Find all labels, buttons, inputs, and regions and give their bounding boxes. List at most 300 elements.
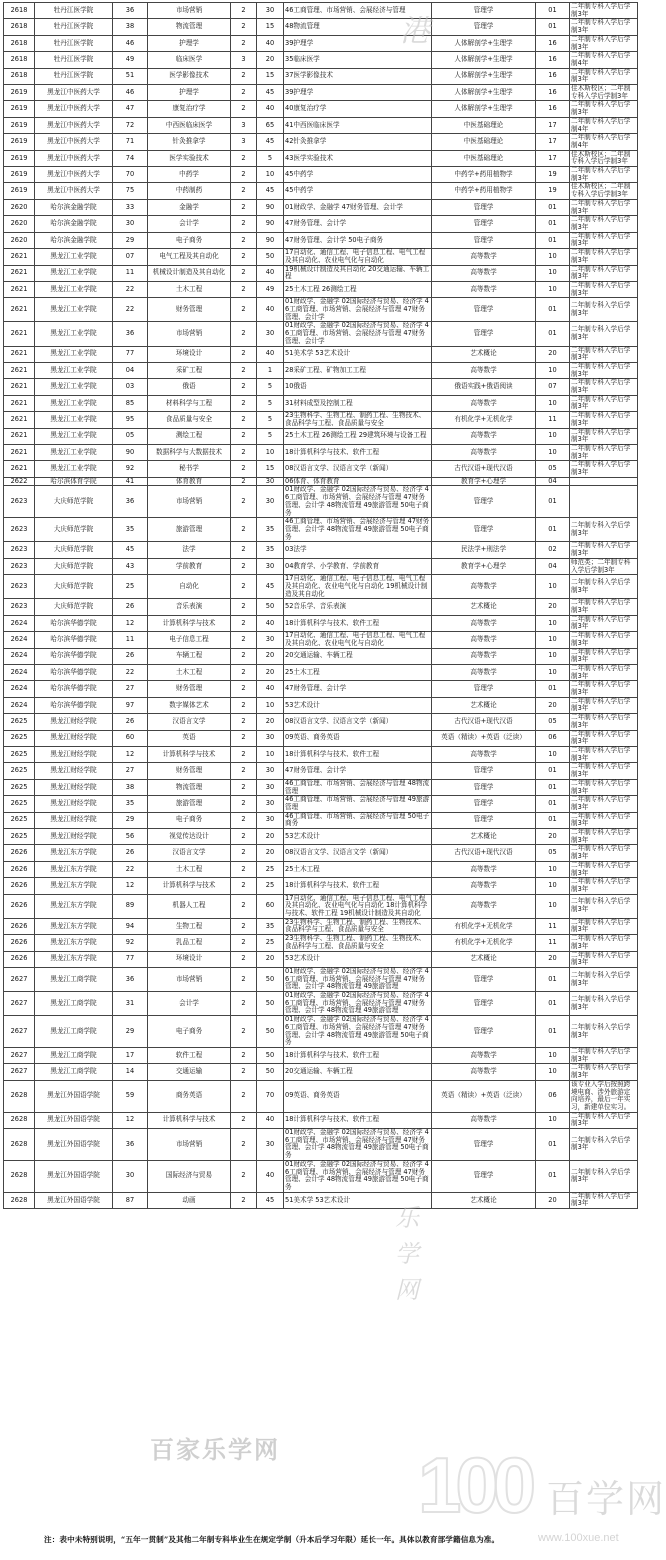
cell-years: 2 [231, 992, 257, 1016]
cell-school-code: 2621 [4, 346, 35, 362]
cell-exam-subjects: 管理学 [432, 232, 536, 248]
cell-remarks: 二年制专科入学后学制3年 [570, 599, 638, 615]
cell-quota: 20 [257, 664, 284, 680]
cell-source-majors: 52音乐学、音乐表演 [284, 599, 432, 615]
cell-major-name: 法学 [148, 542, 231, 558]
cell-major-code: 27 [113, 681, 148, 697]
cell-major-name: 秘书学 [148, 461, 231, 477]
cell-exam-subjects: 艺术概论 [432, 697, 536, 713]
cell-exam-subjects: 高等数学 [432, 878, 536, 894]
cell-source-majors: 01财政学、金融学 02国际经济与贸易、经济学 46工商管理、市场营销、会展经济与管理 47财务管理、会计学 [284, 322, 432, 346]
cell-major-name: 汉语言文学 [148, 845, 231, 861]
cell-years: 2 [231, 412, 257, 428]
cell-source-majors: 41中西医临床医学 [284, 117, 432, 133]
cell-major-name: 英语 [148, 730, 231, 746]
cell-exam-subjects: 高等数学 [432, 395, 536, 411]
cell-remarks: 二年制专科入学后学制3年 [570, 730, 638, 746]
cell-source-majors: 03法学 [284, 542, 432, 558]
cell-school-name: 黑龙江工业学院 [35, 281, 113, 297]
cell-years: 2 [231, 150, 257, 166]
cell-school-code: 2625 [4, 714, 35, 730]
cell-school-name: 黑龙江工业学院 [35, 412, 113, 428]
cell-school-name: 黑龙江外国语学院 [35, 1112, 113, 1128]
cell-major-name: 医学影像技术 [148, 68, 231, 84]
cell-school-code: 2626 [4, 878, 35, 894]
cell-subject-code: 20 [536, 697, 570, 713]
cell-subject-code: 10 [536, 575, 570, 599]
table-row [4, 3, 638, 19]
cell-school-name: 牡丹江医学院 [35, 52, 113, 68]
cell-subject-code: 02 [536, 542, 570, 558]
cell-exam-subjects: 管理学 [432, 779, 536, 795]
cell-subject-code: 04 [536, 558, 570, 574]
cell-quota: 30 [257, 796, 284, 812]
cell-exam-subjects: 管理学 [432, 1016, 536, 1048]
cell-remarks: 二年制专科入学后学制3年 [570, 232, 638, 248]
cell-school-code: 2623 [4, 558, 35, 574]
cell-source-majors: 17自动化、通信工程、电子信息工程、电气工程及其自动化、农业电气化与自动化 [284, 632, 432, 648]
cell-school-code: 2624 [4, 681, 35, 697]
cell-school-name: 大庆师范学院 [35, 558, 113, 574]
table-row [4, 992, 638, 1016]
cell-exam-subjects: 管理学 [432, 681, 536, 697]
cell-major-name: 市场营销 [148, 3, 231, 19]
table-body [4, 3, 638, 1209]
cell-subject-code: 11 [536, 935, 570, 951]
cell-source-majors: 08汉语言文学、汉语言文学（新闻） [284, 461, 432, 477]
cell-years: 2 [231, 216, 257, 232]
cell-major-name: 市场营销 [148, 486, 231, 518]
cell-years: 2 [231, 681, 257, 697]
cell-quota: 50 [257, 599, 284, 615]
cell-remarks: 二年制专科入学后学制3年 [570, 281, 638, 297]
cell-quota: 65 [257, 117, 284, 133]
cell-source-majors: 01财政学、金融学 02国际经济与贸易、经济学 46工商管理、市场营销、会展经济与管理 47财务管理、会计学 48物流管理 49旅游管理 50电子商务 [284, 1016, 432, 1048]
cell-subject-code: 20 [536, 829, 570, 845]
cell-quota: 25 [257, 861, 284, 877]
cell-school-name: 哈尔滨金融学院 [35, 216, 113, 232]
cell-subject-code: 01 [536, 518, 570, 542]
cell-major-code: 97 [113, 697, 148, 713]
cell-subject-code: 16 [536, 52, 570, 68]
cell-years: 2 [231, 861, 257, 877]
cell-school-code: 2624 [4, 615, 35, 631]
cell-exam-subjects: 教育学+心理学 [432, 477, 536, 486]
cell-quota: 15 [257, 68, 284, 84]
table-row [4, 1080, 638, 1112]
cell-school-name: 黑龙江中医药大学 [35, 150, 113, 166]
cell-years: 2 [231, 918, 257, 934]
cell-quota: 90 [257, 216, 284, 232]
cell-school-code: 2626 [4, 861, 35, 877]
cell-school-code: 2621 [4, 265, 35, 281]
cell-major-code: 25 [113, 575, 148, 599]
cell-remarks: 二年制专科入学后学制3年 [570, 395, 638, 411]
cell-exam-subjects: 有机化学+无机化学 [432, 918, 536, 934]
cell-major-code: 29 [113, 1016, 148, 1048]
cell-school-code: 2621 [4, 281, 35, 297]
cell-major-name: 测绘工程 [148, 428, 231, 444]
table-row [4, 648, 638, 664]
cell-source-majors: 46工商管理、市场营销、会展经济与管理 [284, 3, 432, 19]
cell-school-name: 黑龙江东方学院 [35, 878, 113, 894]
cell-school-code: 2626 [4, 845, 35, 861]
cell-remarks: 二年制专科入学后学制4年 [570, 52, 638, 68]
cell-school-code: 2619 [4, 101, 35, 117]
cell-major-name: 医学实验技术 [148, 150, 231, 166]
cell-quota: 30 [257, 322, 284, 346]
cell-major-code: 60 [113, 730, 148, 746]
cell-school-code: 2621 [4, 428, 35, 444]
cell-years: 2 [231, 845, 257, 861]
cell-years: 2 [231, 199, 257, 215]
cell-school-code: 2620 [4, 199, 35, 215]
cell-school-name: 哈尔滨华德学院 [35, 697, 113, 713]
cell-remarks: 二年制专科入学后学制3年 [570, 298, 638, 322]
cell-school-code: 2624 [4, 632, 35, 648]
cell-quota: 45 [257, 575, 284, 599]
cell-school-name: 黑龙江中医药大学 [35, 117, 113, 133]
cell-major-name: 会计学 [148, 992, 231, 1016]
cell-major-name: 机械设计制造及其自动化 [148, 265, 231, 281]
cell-source-majors: 37医学影像技术 [284, 68, 432, 84]
cell-years: 2 [231, 19, 257, 35]
cell-school-code: 2621 [4, 412, 35, 428]
cell-school-name: 黑龙江东方学院 [35, 935, 113, 951]
table-row [4, 730, 638, 746]
cell-exam-subjects: 管理学 [432, 518, 536, 542]
cell-school-name: 黑龙江工业学院 [35, 322, 113, 346]
cell-remarks: 二年制专科入学后学制3年 [570, 1016, 638, 1048]
cell-exam-subjects: 民法学+刑法学 [432, 542, 536, 558]
cell-major-code: 51 [113, 68, 148, 84]
table-row [4, 714, 638, 730]
cell-major-name: 护理学 [148, 35, 231, 51]
cell-exam-subjects: 古代汉语+现代汉语 [432, 845, 536, 861]
cell-remarks: 二年制专科入学后学制3年 [570, 812, 638, 828]
cell-source-majors: 01财政学、金融学 02国际经济与贸易、经济学 46工商管理、市场营销、会展经济与管理 47财务管理、会计学 48物流管理 49旅游管理 [284, 992, 432, 1016]
cell-remarks: 二年制专科入学后学制3年 [570, 829, 638, 845]
cell-source-majors: 51美术学 53艺术设计 [284, 346, 432, 362]
cell-exam-subjects: 人体解剖学+生理学 [432, 68, 536, 84]
cell-subject-code: 01 [536, 1129, 570, 1161]
cell-exam-subjects: 高等数学 [432, 615, 536, 631]
cell-years: 2 [231, 322, 257, 346]
cell-remarks: 二年制专科入学后学制3年 [570, 845, 638, 861]
cell-exam-subjects: 管理学 [432, 992, 536, 1016]
cell-source-majors: 18计算机科学与技术、软件工程 [284, 444, 432, 460]
cell-subject-code: 01 [536, 796, 570, 812]
table-row [4, 845, 638, 861]
cell-source-majors: 31材料成型及控制工程 [284, 395, 432, 411]
cell-school-code: 2628 [4, 1160, 35, 1192]
cell-source-majors: 20交通运输、车辆工程 [284, 648, 432, 664]
cell-quota: 5 [257, 412, 284, 428]
cell-subject-code: 01 [536, 1016, 570, 1048]
cell-school-code: 2624 [4, 697, 35, 713]
cell-major-name: 车辆工程 [148, 648, 231, 664]
cell-exam-subjects: 人体解剖学+生理学 [432, 52, 536, 68]
cell-school-name: 哈尔滨华德学院 [35, 681, 113, 697]
cell-remarks: 二年制专科入学后学制3年 [570, 714, 638, 730]
cell-subject-code: 20 [536, 951, 570, 967]
cell-major-code: 12 [113, 878, 148, 894]
table-row [4, 796, 638, 812]
cell-years: 3 [231, 52, 257, 68]
cell-quota: 70 [257, 1080, 284, 1112]
cell-remarks: 二年制专科入学后学制3年 [570, 167, 638, 183]
cell-school-code: 2618 [4, 52, 35, 68]
cell-school-name: 黑龙江工业学院 [35, 265, 113, 281]
table-row [4, 216, 638, 232]
cell-major-code: 26 [113, 845, 148, 861]
cell-subject-code: 10 [536, 878, 570, 894]
cell-school-code: 2619 [4, 167, 35, 183]
cell-school-name: 黑龙江外国语学院 [35, 1129, 113, 1161]
table-row [4, 1064, 638, 1080]
cell-remarks: 二年制专科入学后学制3年 [570, 461, 638, 477]
cell-quota: 15 [257, 19, 284, 35]
table-row [4, 615, 638, 631]
cell-remarks [570, 477, 638, 486]
brand-name: 百学网 [546, 1477, 666, 1521]
cell-major-name: 财务管理 [148, 763, 231, 779]
cell-quota: 10 [257, 167, 284, 183]
cell-exam-subjects: 高等数学 [432, 894, 536, 918]
cell-school-name: 牡丹江医学院 [35, 19, 113, 35]
cell-school-name: 黑龙江中医药大学 [35, 167, 113, 183]
cell-years: 2 [231, 265, 257, 281]
cell-school-code: 2626 [4, 894, 35, 918]
cell-school-code: 2625 [4, 829, 35, 845]
cell-source-majors: 04教育学、小学教育、学前教育 [284, 558, 432, 574]
cell-quota: 60 [257, 894, 284, 918]
brand-number: 100 [418, 1441, 531, 1529]
cell-subject-code: 05 [536, 845, 570, 861]
cell-school-name: 黑龙江工业学院 [35, 362, 113, 378]
cell-subject-code: 10 [536, 249, 570, 265]
cell-source-majors: 23生物科学、生物工程、制药工程、生物技术、食品科学与工程、食品质量与安全 [284, 935, 432, 951]
cell-exam-subjects: 管理学 [432, 19, 536, 35]
cell-subject-code: 01 [536, 216, 570, 232]
cell-source-majors: 47财务管理、会计学 [284, 681, 432, 697]
cell-exam-subjects: 高等数学 [432, 746, 536, 762]
cell-years: 2 [231, 648, 257, 664]
cell-major-code: 36 [113, 322, 148, 346]
cell-source-majors: 25土木工程 26测绘工程 [284, 281, 432, 297]
table-row [4, 1192, 638, 1208]
cell-school-code: 2625 [4, 779, 35, 795]
cell-school-code: 2618 [4, 68, 35, 84]
cell-quota: 10 [257, 444, 284, 460]
cell-quota: 50 [257, 992, 284, 1016]
cell-major-name: 环境设计 [148, 951, 231, 967]
cell-school-code: 2621 [4, 395, 35, 411]
cell-subject-code: 16 [536, 101, 570, 117]
cell-source-majors: 53艺术设计 [284, 951, 432, 967]
cell-school-code: 2618 [4, 19, 35, 35]
cell-school-name: 哈尔滨华德学院 [35, 615, 113, 631]
cell-major-code: 26 [113, 648, 148, 664]
cell-school-name: 黑龙江工业学院 [35, 298, 113, 322]
table-row [4, 444, 638, 460]
cell-exam-subjects: 人体解剖学+生理学 [432, 35, 536, 51]
cell-school-code: 2620 [4, 232, 35, 248]
cell-exam-subjects: 中医基础理论 [432, 117, 536, 133]
cell-subject-code: 06 [536, 730, 570, 746]
cell-quota: 5 [257, 395, 284, 411]
cell-major-name: 电子商务 [148, 1016, 231, 1048]
cell-school-code: 2623 [4, 542, 35, 558]
cell-major-code: 17 [113, 1048, 148, 1064]
cell-source-majors: 17自动化、通信工程、电子信息工程、电气工程及其自动化、农业电气化与自动化 18计算机科学与技术、软件工程 19机械设计制造及其自动化 [284, 894, 432, 918]
cell-subject-code: 16 [536, 35, 570, 51]
cell-years: 2 [231, 1016, 257, 1048]
cell-source-majors: 20交通运输、车辆工程 [284, 1064, 432, 1080]
cell-school-name: 哈尔滨华德学院 [35, 632, 113, 648]
cell-exam-subjects: 中医基础理论 [432, 134, 536, 150]
cell-school-name: 黑龙江工业学院 [35, 249, 113, 265]
cell-school-name: 黑龙江工业学院 [35, 428, 113, 444]
cell-major-name: 汉语言文学 [148, 714, 231, 730]
cell-school-code: 2619 [4, 85, 35, 101]
cell-exam-subjects: 艺术概论 [432, 829, 536, 845]
cell-major-name: 针灸推拿学 [148, 134, 231, 150]
cell-subject-code: 01 [536, 298, 570, 322]
cell-exam-subjects: 管理学 [432, 763, 536, 779]
cell-exam-subjects: 管理学 [432, 322, 536, 346]
cell-school-name: 哈尔滨体育学院 [35, 477, 113, 486]
cell-major-code: 22 [113, 861, 148, 877]
cell-source-majors: 46工商管理、市场营销、会展经济与管理 47财务管理、会计学 48物流管理 49旅游管理 50电子商务 [284, 518, 432, 542]
cell-subject-code: 10 [536, 664, 570, 680]
cell-remarks [570, 486, 638, 518]
cell-quota: 30 [257, 1129, 284, 1161]
cell-school-name: 黑龙江财经学院 [35, 829, 113, 845]
cell-remarks: 二年制专科入学后学制3年 [570, 68, 638, 84]
cell-major-name: 交通运输 [148, 1064, 231, 1080]
cell-major-code: 77 [113, 346, 148, 362]
cell-quota: 20 [257, 714, 284, 730]
cell-remarks: 二年制专科入学后学制3年 [570, 861, 638, 877]
table-row [4, 265, 638, 281]
cell-school-name: 大庆师范学院 [35, 599, 113, 615]
cell-school-name: 黑龙江财经学院 [35, 714, 113, 730]
table-row [4, 412, 638, 428]
cell-quota: 30 [257, 558, 284, 574]
cell-quota: 30 [257, 763, 284, 779]
cell-exam-subjects: 有机化学+无机化学 [432, 935, 536, 951]
cell-years: 3 [231, 134, 257, 150]
cell-major-code: 33 [113, 199, 148, 215]
cell-source-majors: 23生物科学、生物工程、制药工程、生物技术、食品科学与工程、食品质量与安全 [284, 918, 432, 934]
cell-major-name: 旅游管理 [148, 518, 231, 542]
cell-school-code: 2627 [4, 967, 35, 991]
cell-major-name: 学前教育 [148, 558, 231, 574]
cell-subject-code: 01 [536, 1160, 570, 1192]
cell-school-name: 黑龙江财经学院 [35, 779, 113, 795]
cell-school-code: 2625 [4, 812, 35, 828]
cell-quota: 45 [257, 183, 284, 199]
cell-years: 2 [231, 951, 257, 967]
cell-quota: 40 [257, 101, 284, 117]
cell-years: 2 [231, 1160, 257, 1192]
cell-exam-subjects: 中药学+药用植物学 [432, 183, 536, 199]
cell-quota: 40 [257, 35, 284, 51]
cell-remarks: 二年制专科入学后学制3年 [570, 697, 638, 713]
cell-source-majors: 25土木工程 26测绘工程 29建筑环境与设备工程 [284, 428, 432, 444]
cell-quota: 50 [257, 1064, 284, 1080]
cell-years: 2 [231, 379, 257, 395]
cell-source-majors: 47财务管理、会计学 [284, 216, 432, 232]
cell-quota: 25 [257, 878, 284, 894]
cell-years: 2 [231, 967, 257, 991]
cell-school-name: 黑龙江中医药大学 [35, 101, 113, 117]
cell-remarks: 二年制专科入学后学制3年 [570, 518, 638, 542]
cell-major-code: 38 [113, 779, 148, 795]
table-row [4, 461, 638, 477]
cell-school-code: 2628 [4, 1192, 35, 1208]
cell-school-code: 2627 [4, 1016, 35, 1048]
cell-quota: 90 [257, 232, 284, 248]
cell-remarks: 二年制专科入学后学制3年 [570, 412, 638, 428]
cell-quota: 30 [257, 779, 284, 795]
table-row [4, 322, 638, 346]
cell-major-code: 30 [113, 216, 148, 232]
cell-remarks: 二年制专科入学后学制3年 [570, 648, 638, 664]
cell-exam-subjects: 高等数学 [432, 632, 536, 648]
watermark-middle: 乐学网 [395, 1204, 419, 1304]
cell-years: 2 [231, 1192, 257, 1208]
cell-major-code: 36 [113, 486, 148, 518]
cell-major-code: 47 [113, 101, 148, 117]
table-row [4, 150, 638, 166]
cell-subject-code: 16 [536, 68, 570, 84]
table-row [4, 779, 638, 795]
cell-major-code: 59 [113, 1080, 148, 1112]
cell-source-majors: 48物流管理 [284, 19, 432, 35]
cell-major-name: 市场营销 [148, 967, 231, 991]
cell-major-code: 26 [113, 714, 148, 730]
cell-years: 2 [231, 1112, 257, 1128]
cell-major-code: 71 [113, 134, 148, 150]
cell-major-code: 12 [113, 1112, 148, 1128]
cell-years: 2 [231, 298, 257, 322]
cell-remarks: 二年制专科入学后学制3年 [570, 894, 638, 918]
cell-source-majors: 46工商管理、市场营销、会展经济与管理 50电子商务 [284, 812, 432, 828]
cell-quota: 40 [257, 1160, 284, 1192]
cell-subject-code: 19 [536, 167, 570, 183]
cell-school-name: 哈尔滨华德学院 [35, 648, 113, 664]
cell-subject-code: 05 [536, 714, 570, 730]
cell-major-name: 生物工程 [148, 918, 231, 934]
cell-major-name: 物流管理 [148, 779, 231, 795]
cell-remarks: 佳木斯校区；二年制专科入学后学制3年 [570, 85, 638, 101]
cell-quota: 40 [257, 346, 284, 362]
cell-quota: 35 [257, 542, 284, 558]
table-row [4, 829, 638, 845]
cell-remarks: 二年制专科入学后学制3年 [570, 3, 638, 19]
cell-major-name: 计算机科学与技术 [148, 878, 231, 894]
cell-school-code: 2619 [4, 134, 35, 150]
cell-exam-subjects: 高等数学 [432, 1064, 536, 1080]
table-row [4, 918, 638, 934]
cell-remarks: 二年制专科入学后学制3年 [570, 322, 638, 346]
cell-source-majors: 25土木工程 [284, 861, 432, 877]
cell-school-code: 2620 [4, 216, 35, 232]
cell-years: 2 [231, 362, 257, 378]
cell-major-name: 会计学 [148, 216, 231, 232]
